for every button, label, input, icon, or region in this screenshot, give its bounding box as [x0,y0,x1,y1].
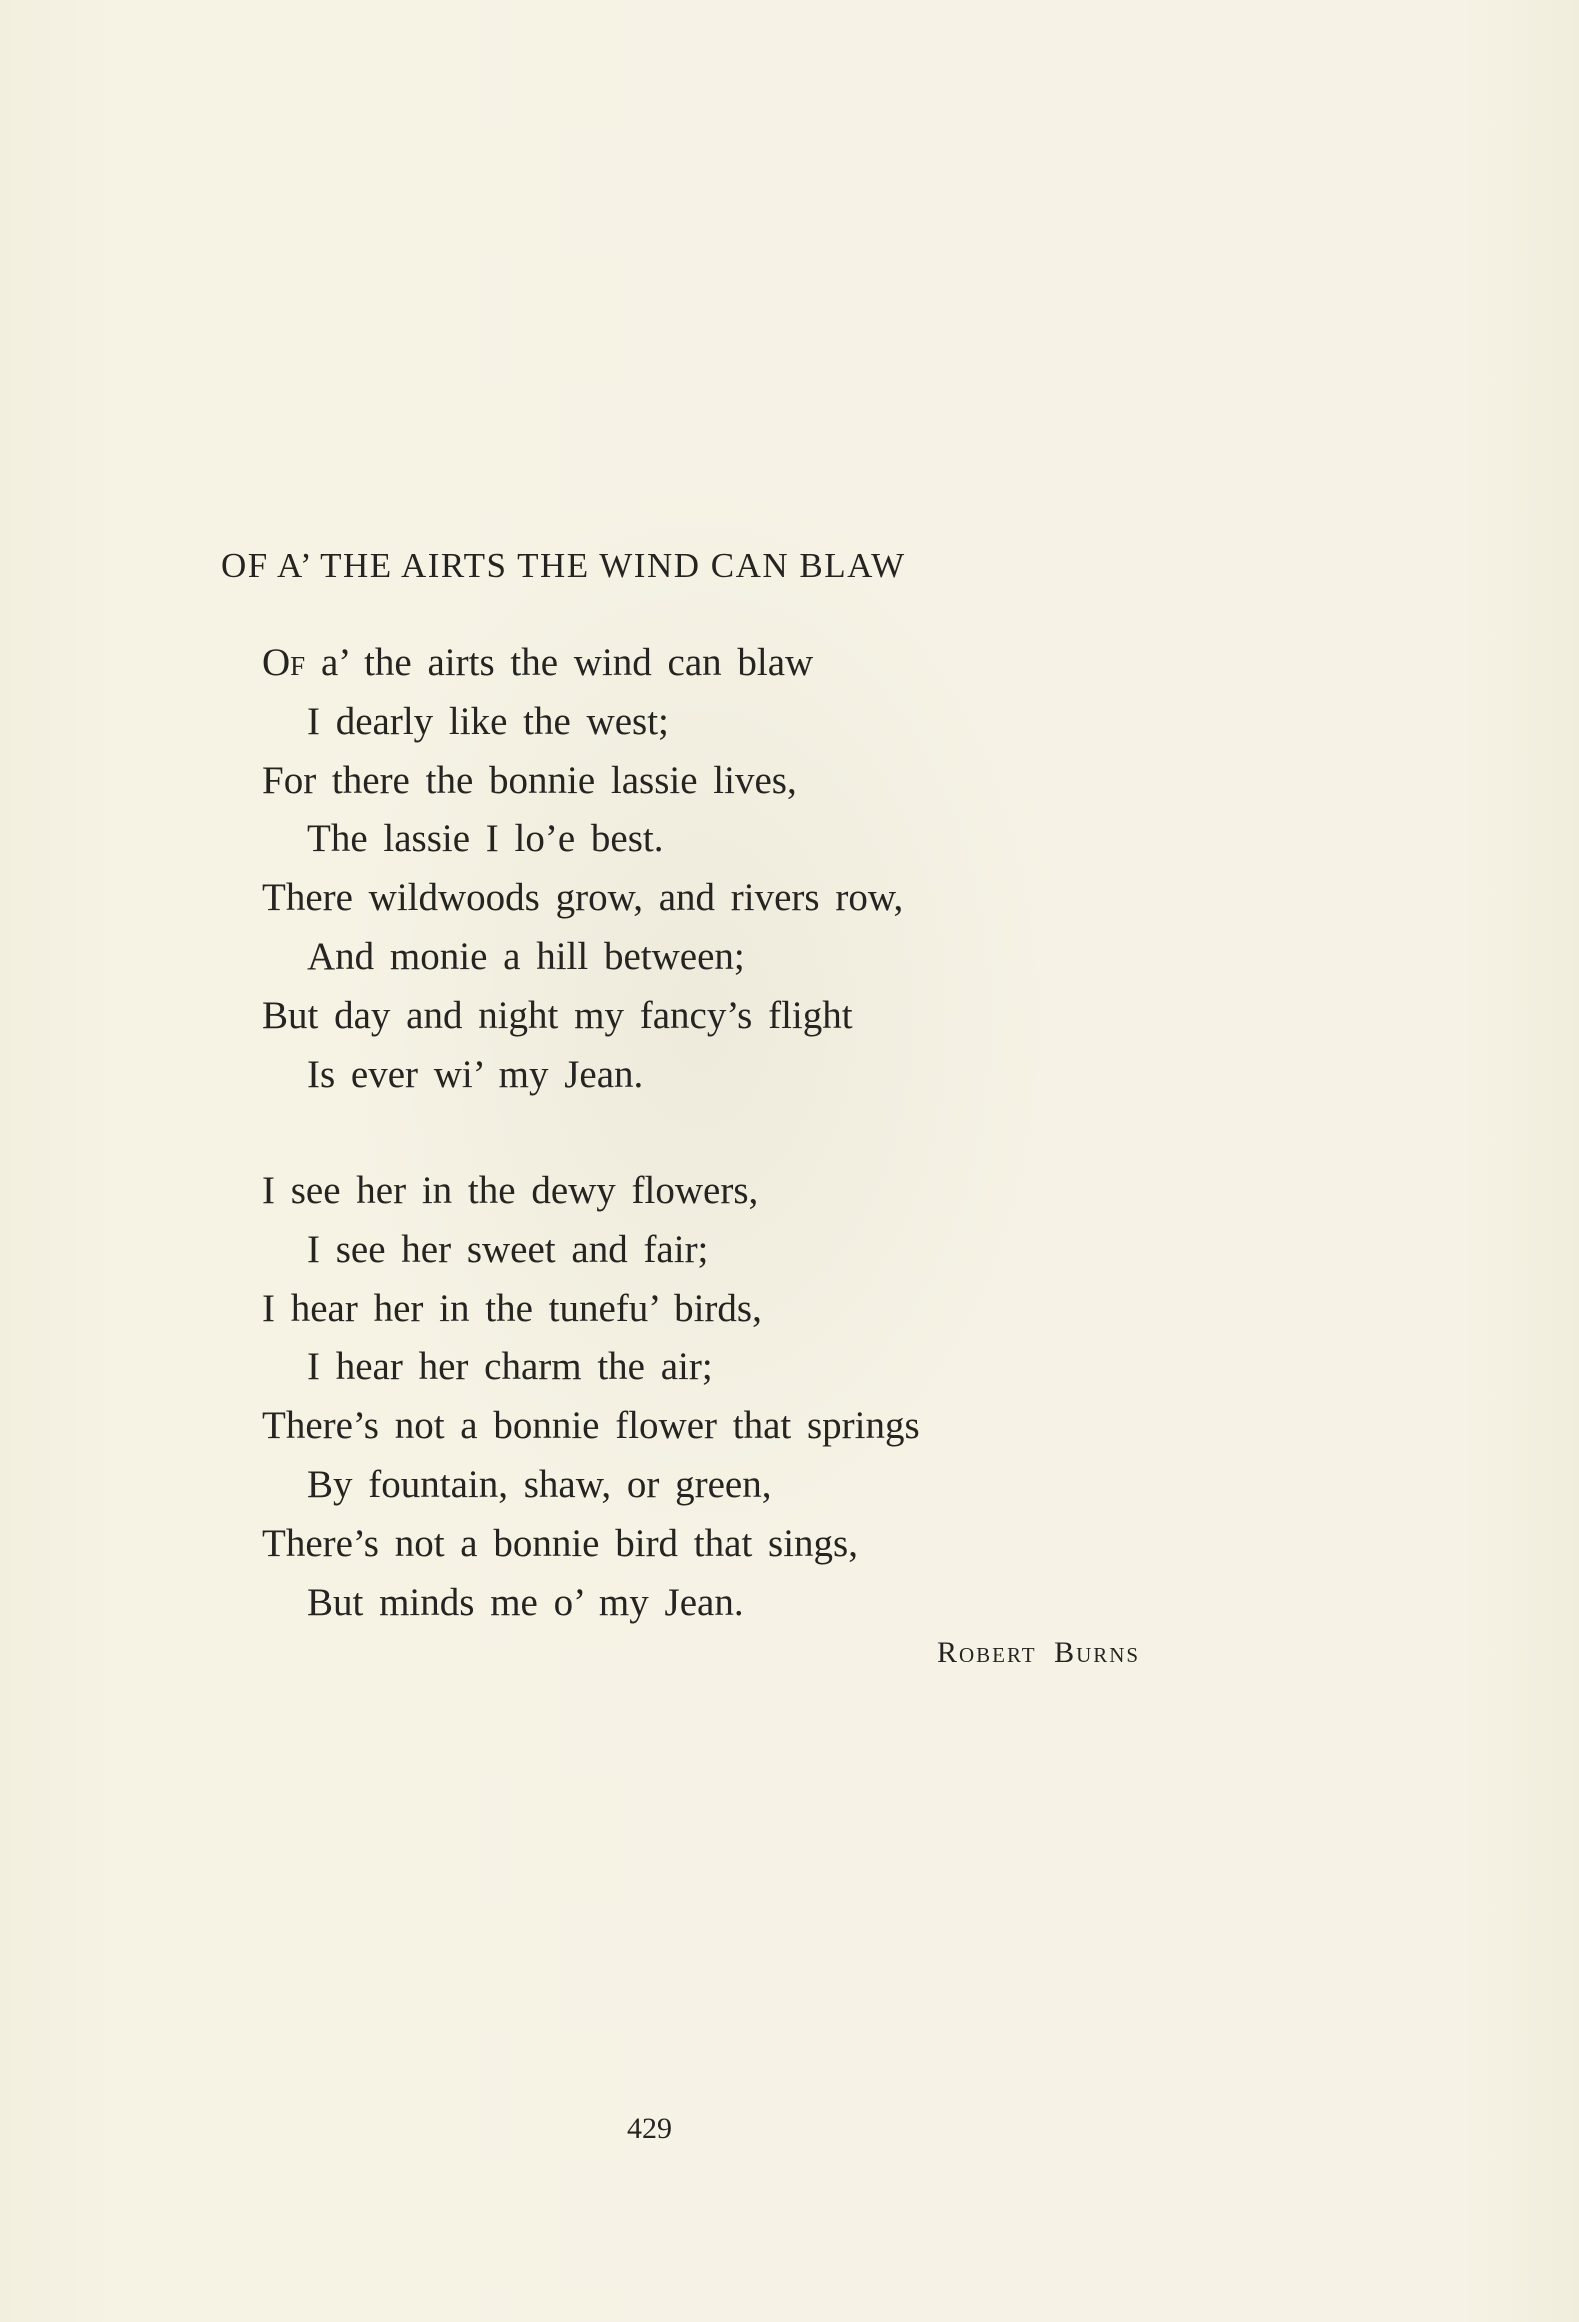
poem-line: I hear her in the tunefu’ birds, [262,1286,762,1330]
poem-line: But minds me o’ my Jean. [307,1580,744,1624]
opening-word: Of [262,641,306,684]
poem-line: I see her in the dewy flowers, [262,1169,759,1212]
poem-line: I see her sweet and fair; [307,1227,709,1271]
poem-line: For there the bonnie lassie lives, [262,758,797,802]
poem-line: There’s not a bonnie flower that springs [262,1404,920,1448]
page-number: 429 [627,2112,672,2145]
poem-line: But day and night my fancy’s flight [262,993,853,1037]
poem-line: The lassie I lo’e best. [307,817,664,861]
poem-line: And monie a hill between; [307,934,745,978]
poem-title: OF A’ THE AIRTS THE WIND CAN BLAW [221,546,906,585]
poem-line: There wildwoods grow, and rivers row, [262,876,904,920]
stanza-1 [262,634,903,1104]
poem-line: I hear her charm the air; [307,1345,713,1389]
poem-author: Robert Burns [937,1636,1141,1669]
poem-line: Is ever wi’ my Jean. [307,1052,644,1096]
poem-line: I dearly like the west; [307,699,669,743]
poem-line: There’s not a bonnie bird that sings, [262,1521,858,1565]
poem-line: By fountain, shaw, or green, [307,1462,772,1506]
stanza-2 [262,1162,920,1632]
poem-line: Of a’ the airts the wind can blaw [262,641,814,684]
